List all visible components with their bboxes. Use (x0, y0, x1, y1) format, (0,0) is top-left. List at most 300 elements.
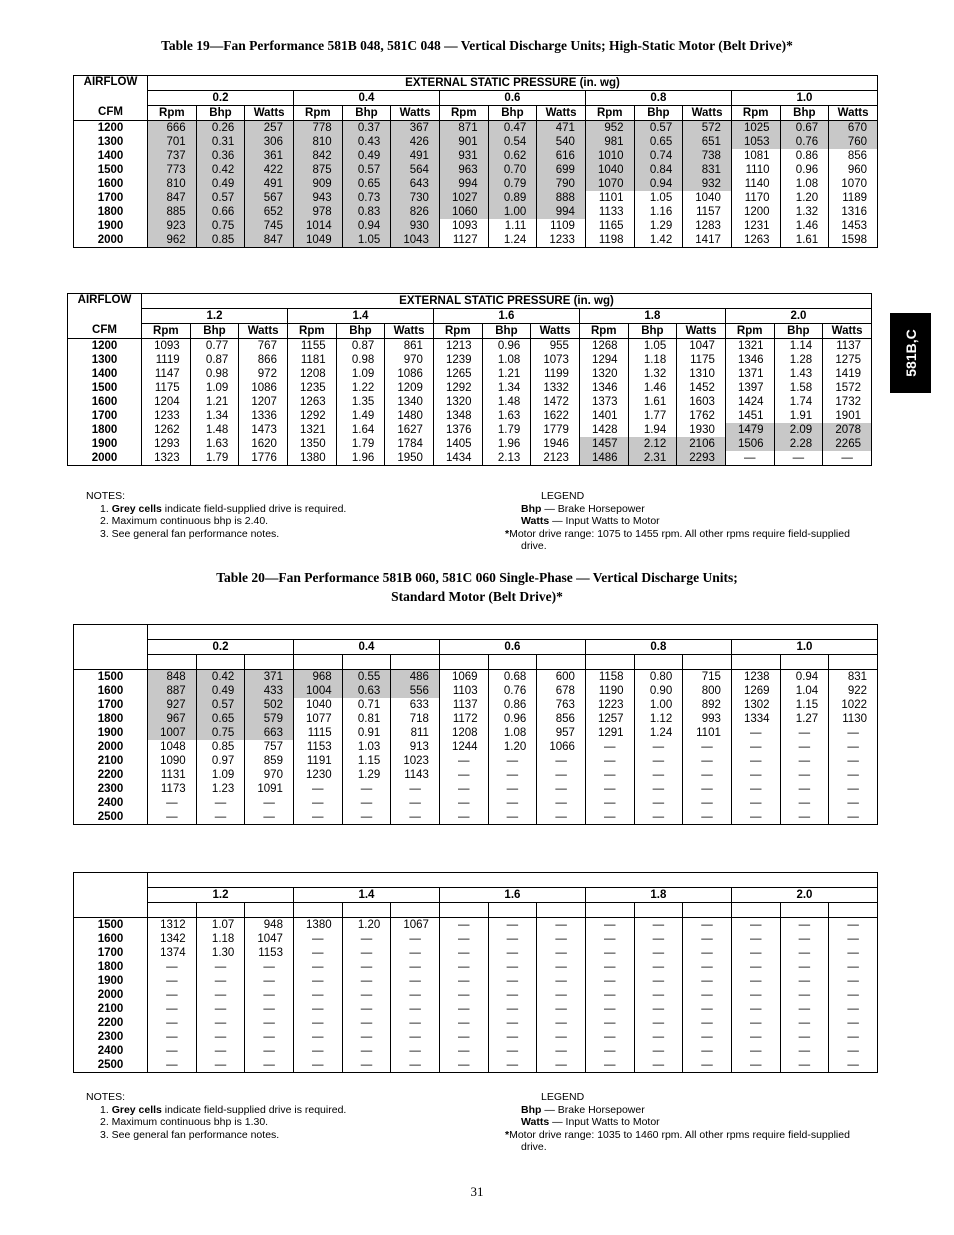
table-cell: 943 (293, 191, 342, 205)
table-row (74, 149, 878, 163)
table-cell: — (488, 1016, 537, 1030)
table-cell: 1190 (585, 684, 634, 698)
column-header: Watts (385, 324, 434, 339)
column-header (342, 903, 391, 918)
table-cell: — (245, 988, 294, 1002)
table-cell: — (342, 810, 391, 825)
table-cell: 810 (293, 135, 342, 149)
pressure-header: 1.8 (579, 309, 725, 324)
table-cell: — (780, 918, 829, 933)
table-cell: — (634, 740, 683, 754)
table-cell: — (439, 960, 488, 974)
table-cell: 1086 (385, 367, 434, 381)
table-cell: 901 (439, 135, 488, 149)
table-row (74, 768, 878, 782)
column-header (780, 655, 829, 670)
table-cell: — (731, 796, 780, 810)
table-row (68, 353, 872, 367)
table-cell: 2106 (677, 437, 726, 451)
table-cell: — (731, 1002, 780, 1016)
pressure-header: 1.4 (293, 888, 439, 903)
table-cell: 1346 (725, 353, 774, 367)
table-cell: 0.74 (634, 149, 683, 163)
table-cell: 1049 (293, 233, 342, 248)
table-cell: — (293, 1016, 342, 1030)
table-cell: 0.90 (634, 684, 683, 698)
table-cell: 0.63 (342, 684, 391, 698)
table-cell: 1336 (239, 409, 288, 423)
table-cell: 1.20 (488, 740, 537, 754)
table19-title: Table 19—Fan Performance 581B 048, 581C 048 — Vertical Discharge Units; High-Static Motor (Belt Drive)* (161, 38, 793, 53)
table-cell: — (585, 918, 634, 933)
table-cell: 1.00 (488, 205, 537, 219)
table-cell: 1.22 (336, 381, 385, 395)
table-cell: 0.66 (196, 205, 245, 219)
table-cell: 616 (537, 149, 586, 163)
table-cell: 1417 (683, 233, 732, 248)
table-cell: 1070 (585, 177, 634, 191)
table-cell: 1172 (439, 712, 488, 726)
table-cell: — (634, 810, 683, 825)
table-cell: — (683, 1016, 732, 1030)
table-cell: — (829, 1030, 878, 1044)
table-cell: 0.85 (196, 740, 245, 754)
table-cell: 0.42 (196, 670, 245, 685)
table-cell: 1622 (531, 409, 580, 423)
table-cell: 1040 (683, 191, 732, 205)
table-cell: 1165 (585, 219, 634, 233)
table-cell: 1.09 (190, 381, 239, 395)
note-3: 3. See general fan performance notes. (100, 1128, 280, 1141)
table-cell: 1.04 (780, 684, 829, 698)
table-cell: — (537, 810, 586, 825)
table-cell: — (148, 1058, 197, 1073)
column-header (148, 903, 197, 918)
table-cell: 1077 (293, 712, 342, 726)
table-row (68, 367, 872, 381)
table-cell: — (293, 974, 342, 988)
table-cell: — (731, 1016, 780, 1030)
table-cell: — (537, 918, 586, 933)
cfm-value: 2000 (74, 740, 148, 754)
cfm-value: 2500 (74, 1058, 148, 1073)
table-cell: — (439, 988, 488, 1002)
table-cell: 1.21 (190, 395, 239, 409)
table-cell: 0.85 (196, 233, 245, 248)
table-cell: — (488, 782, 537, 796)
cfm-value: 1700 (74, 191, 148, 205)
table-cell: 0.42 (196, 163, 245, 177)
pressure-header: 1.0 (731, 640, 877, 655)
table-cell: 0.49 (196, 177, 245, 191)
airflow-header-spacer (74, 91, 148, 106)
table-cell: 0.54 (488, 135, 537, 149)
table-cell: 1472 (531, 395, 580, 409)
table-cell: 1373 (579, 395, 628, 409)
column-header: Bhp (774, 324, 823, 339)
table-cell: 0.47 (488, 121, 537, 136)
table-row (74, 932, 878, 946)
note-2: 2. Maximum continuous bhp is 2.40. (100, 515, 269, 527)
table-cell: 847 (148, 191, 197, 205)
table-cell: — (634, 1030, 683, 1044)
table-cell: — (342, 974, 391, 988)
cfm-header (74, 655, 148, 670)
table-cell: — (634, 988, 683, 1002)
table-cell: 2123 (531, 451, 580, 466)
table-cell: 0.80 (634, 670, 683, 685)
table-cell: 1238 (731, 670, 780, 685)
table-cell: 0.57 (342, 163, 391, 177)
pressure-header: 0.4 (293, 91, 439, 106)
table-cell: — (683, 782, 732, 796)
table-cell: 1.77 (628, 409, 677, 423)
column-header (780, 903, 829, 918)
column-header: Bhp (190, 324, 239, 339)
pressure-header: 0.2 (148, 640, 294, 655)
table-cell: — (439, 1044, 488, 1058)
table-cell: 1316 (829, 205, 878, 219)
pressure-header: 1.6 (433, 309, 579, 324)
table-cell: — (683, 932, 732, 946)
table-cell: 0.91 (342, 726, 391, 740)
column-header (634, 655, 683, 670)
table-cell: 1.14 (774, 339, 823, 354)
table-cell: 1153 (245, 946, 294, 960)
table-cell: — (488, 796, 537, 810)
table-cell: — (391, 1016, 440, 1030)
table-cell: 1047 (677, 339, 726, 354)
table-cell: 0.96 (488, 712, 537, 726)
cfm-value: 2000 (74, 233, 148, 248)
table-cell: 0.87 (190, 353, 239, 367)
table-cell: 1946 (531, 437, 580, 451)
table-cell: 875 (293, 163, 342, 177)
pressure-header: 1.6 (439, 888, 585, 903)
table-cell: 871 (439, 121, 488, 136)
airflow-header (74, 873, 148, 888)
table-cell: — (537, 1044, 586, 1058)
table-cell: 1434 (433, 451, 482, 466)
table-cell: 1.43 (774, 367, 823, 381)
table-cell: — (780, 1058, 829, 1073)
table-cell: 1.32 (628, 367, 677, 381)
table-cell: 0.65 (634, 135, 683, 149)
table-cell: 0.57 (196, 191, 245, 205)
table-row (74, 740, 878, 754)
column-header (683, 903, 732, 918)
table-cell: 1209 (385, 381, 434, 395)
table-cell: 1.61 (628, 395, 677, 409)
column-header (488, 655, 537, 670)
table-cell: 967 (148, 712, 197, 726)
table-cell: — (683, 988, 732, 1002)
table-cell: 1320 (433, 395, 482, 409)
column-header: Bhp (342, 106, 391, 121)
table-cell: 670 (829, 121, 878, 136)
table-cell: — (293, 796, 342, 810)
table-cell: — (439, 946, 488, 960)
table-cell: 1143 (391, 768, 440, 782)
table-cell: — (780, 1030, 829, 1044)
cfm-value: 2200 (74, 1016, 148, 1030)
table-cell: 981 (585, 135, 634, 149)
table-cell: 892 (683, 698, 732, 712)
table-cell: — (585, 1016, 634, 1030)
table-cell: 847 (245, 233, 294, 248)
pressure-header: 1.4 (287, 309, 433, 324)
table-cell: 0.97 (196, 754, 245, 768)
table-cell: 1.32 (780, 205, 829, 219)
table-cell: — (780, 1044, 829, 1058)
table-cell: 842 (293, 149, 342, 163)
table-cell: 1070 (829, 177, 878, 191)
table-cell: 957 (537, 726, 586, 740)
table-cell: 1.27 (780, 712, 829, 726)
table-row (74, 988, 878, 1002)
table-cell: 1350 (287, 437, 336, 451)
table-cell: — (148, 988, 197, 1002)
table-cell: — (196, 1030, 245, 1044)
table-cell: — (780, 960, 829, 974)
table-cell: — (488, 946, 537, 960)
table-cell: — (391, 1030, 440, 1044)
table-cell: 1292 (433, 381, 482, 395)
table-cell: — (537, 946, 586, 960)
column-header: Watts (391, 106, 440, 121)
table-cell: 0.37 (342, 121, 391, 136)
table-cell: 0.98 (336, 353, 385, 367)
table-cell: — (196, 960, 245, 974)
table-cell: 0.94 (634, 177, 683, 191)
table-cell: 1486 (579, 451, 628, 466)
table-cell: 745 (245, 219, 294, 233)
table-cell: — (731, 810, 780, 825)
table-cell: 1027 (439, 191, 488, 205)
table-cell: 433 (245, 684, 294, 698)
column-header: Watts (677, 324, 726, 339)
table-cell: 1175 (142, 381, 191, 395)
table-cell: 1.15 (342, 754, 391, 768)
table-cell: — (342, 1058, 391, 1073)
table-cell: — (439, 810, 488, 825)
table-cell: — (537, 754, 586, 768)
table-cell: 1.29 (634, 219, 683, 233)
table-cell: 1119 (142, 353, 191, 367)
table-cell: 0.49 (196, 684, 245, 698)
column-header: Watts (245, 106, 294, 121)
external-static-pressure-header (148, 625, 878, 640)
table-row (68, 437, 872, 451)
table-cell: 1.18 (196, 932, 245, 946)
table-cell: 2.12 (628, 437, 677, 451)
table-cell: — (634, 932, 683, 946)
table-cell: — (585, 754, 634, 768)
table-cell: 927 (148, 698, 197, 712)
table-cell: 1131 (148, 768, 197, 782)
table20-part1 (73, 624, 878, 825)
table-cell: 0.87 (336, 339, 385, 354)
table-cell: — (245, 1016, 294, 1030)
column-header (342, 655, 391, 670)
table-cell: 651 (683, 135, 732, 149)
table-cell: — (488, 810, 537, 825)
table-cell: 0.96 (780, 163, 829, 177)
table-cell: — (391, 1058, 440, 1073)
cfm-value: 2300 (74, 782, 148, 796)
table-cell: 1.24 (488, 233, 537, 248)
column-header (537, 655, 586, 670)
cfm-value: 1400 (74, 149, 148, 163)
table-cell: — (245, 1002, 294, 1016)
pressure-header: 1.8 (585, 888, 731, 903)
cfm-value: 1900 (74, 726, 148, 740)
table-cell: 1235 (287, 381, 336, 395)
cfm-header: CFM (68, 324, 142, 339)
table-cell: — (829, 782, 878, 796)
table-cell: — (829, 1044, 878, 1058)
table-cell: 0.81 (342, 712, 391, 726)
table-row (74, 177, 878, 191)
table-cell: 952 (585, 121, 634, 136)
table-cell: 1.29 (342, 768, 391, 782)
table-cell: 1268 (579, 339, 628, 354)
table-row (74, 205, 878, 219)
cfm-value: 2100 (74, 1002, 148, 1016)
table-cell: — (683, 946, 732, 960)
table-cell: — (488, 1002, 537, 1016)
table-cell: 0.76 (488, 684, 537, 698)
column-header (585, 655, 634, 670)
cfm-value: 1900 (74, 219, 148, 233)
table-cell: — (439, 1030, 488, 1044)
table-cell: — (148, 960, 197, 974)
cfm-value: 1200 (74, 121, 148, 136)
table-cell: 1101 (683, 726, 732, 740)
table-cell: — (196, 988, 245, 1002)
table-cell: 1762 (677, 409, 726, 423)
column-header: Rpm (293, 106, 342, 121)
table-row (74, 1030, 878, 1044)
table-cell: — (148, 974, 197, 988)
table-cell: 1.35 (336, 395, 385, 409)
table-cell: 422 (245, 163, 294, 177)
column-header: Watts (823, 324, 872, 339)
table-cell: 1213 (433, 339, 482, 354)
table-cell: 1208 (439, 726, 488, 740)
pressure-header: 0.6 (439, 640, 585, 655)
table-cell: — (293, 1002, 342, 1016)
table-cell: 1293 (142, 437, 191, 451)
table-cell: 0.73 (342, 191, 391, 205)
table-cell: — (488, 988, 537, 1002)
cfm-value: 1700 (74, 698, 148, 712)
table-cell: 960 (829, 163, 878, 177)
table-cell: — (342, 960, 391, 974)
table-cell: 1086 (239, 381, 288, 395)
table-cell: — (823, 451, 872, 466)
cfm-value: 1600 (74, 932, 148, 946)
table-cell: 1199 (531, 367, 580, 381)
table-row (74, 1058, 878, 1073)
table-cell: — (196, 1016, 245, 1030)
table-cell: 471 (537, 121, 586, 136)
table-cell: 848 (148, 670, 197, 685)
table-cell: 970 (385, 353, 434, 367)
table-cell: — (293, 946, 342, 960)
table-cell: 701 (148, 135, 197, 149)
table-cell: 1374 (148, 946, 197, 960)
table-cell: 540 (537, 135, 586, 149)
table-cell: 1067 (391, 918, 440, 933)
table-cell: — (245, 796, 294, 810)
column-header (585, 903, 634, 918)
table-cell: 1.96 (336, 451, 385, 466)
table-cell: 1.24 (634, 726, 683, 740)
table-cell: 1.61 (780, 233, 829, 248)
table-cell: — (293, 782, 342, 796)
table-cell: — (537, 932, 586, 946)
table-cell: — (634, 946, 683, 960)
column-header (293, 655, 342, 670)
cfm-value: 1500 (68, 381, 142, 395)
pressure-header: 2.0 (731, 888, 877, 903)
cfm-header: CFM (74, 106, 148, 121)
table-cell: — (731, 768, 780, 782)
table-cell: — (196, 1058, 245, 1073)
table-cell: 972 (239, 367, 288, 381)
legend-bhp: Bhp — Brake Horsepower (521, 502, 645, 515)
table-cell: — (585, 974, 634, 988)
cfm-header (74, 903, 148, 918)
table-cell: 1198 (585, 233, 634, 248)
table-row (74, 726, 878, 740)
table-cell: 1200 (731, 205, 780, 219)
table-cell: — (683, 960, 732, 974)
cfm-value: 1600 (74, 684, 148, 698)
table19-legend (505, 490, 880, 553)
table-cell: 887 (148, 684, 197, 698)
table-cell: 1265 (433, 367, 482, 381)
table20-part2 (73, 872, 878, 1073)
table-cell: 0.49 (342, 149, 391, 163)
table-cell: — (829, 726, 878, 740)
table-cell: 922 (829, 684, 878, 698)
table-cell: — (245, 1058, 294, 1073)
table-cell: 1101 (585, 191, 634, 205)
table-cell: — (829, 754, 878, 768)
table-row (74, 191, 878, 205)
table-cell: — (829, 974, 878, 988)
table-cell: 0.79 (488, 177, 537, 191)
table-cell: — (731, 1030, 780, 1044)
airflow-header-spacer (74, 640, 148, 655)
table-cell: 1950 (385, 451, 434, 466)
table-cell: 306 (245, 135, 294, 149)
table-cell: 1.46 (780, 219, 829, 233)
table-cell: 0.75 (196, 219, 245, 233)
table-row (74, 121, 878, 136)
table-cell: 0.57 (634, 121, 683, 136)
table-cell: — (780, 726, 829, 740)
table-cell: 2.09 (774, 423, 823, 437)
table-cell: 1022 (829, 698, 878, 712)
table-cell: — (634, 974, 683, 988)
table-cell: — (488, 1044, 537, 1058)
pressure-header: 1.0 (731, 91, 877, 106)
table-cell: 1040 (585, 163, 634, 177)
table-cell: 1043 (391, 233, 440, 248)
